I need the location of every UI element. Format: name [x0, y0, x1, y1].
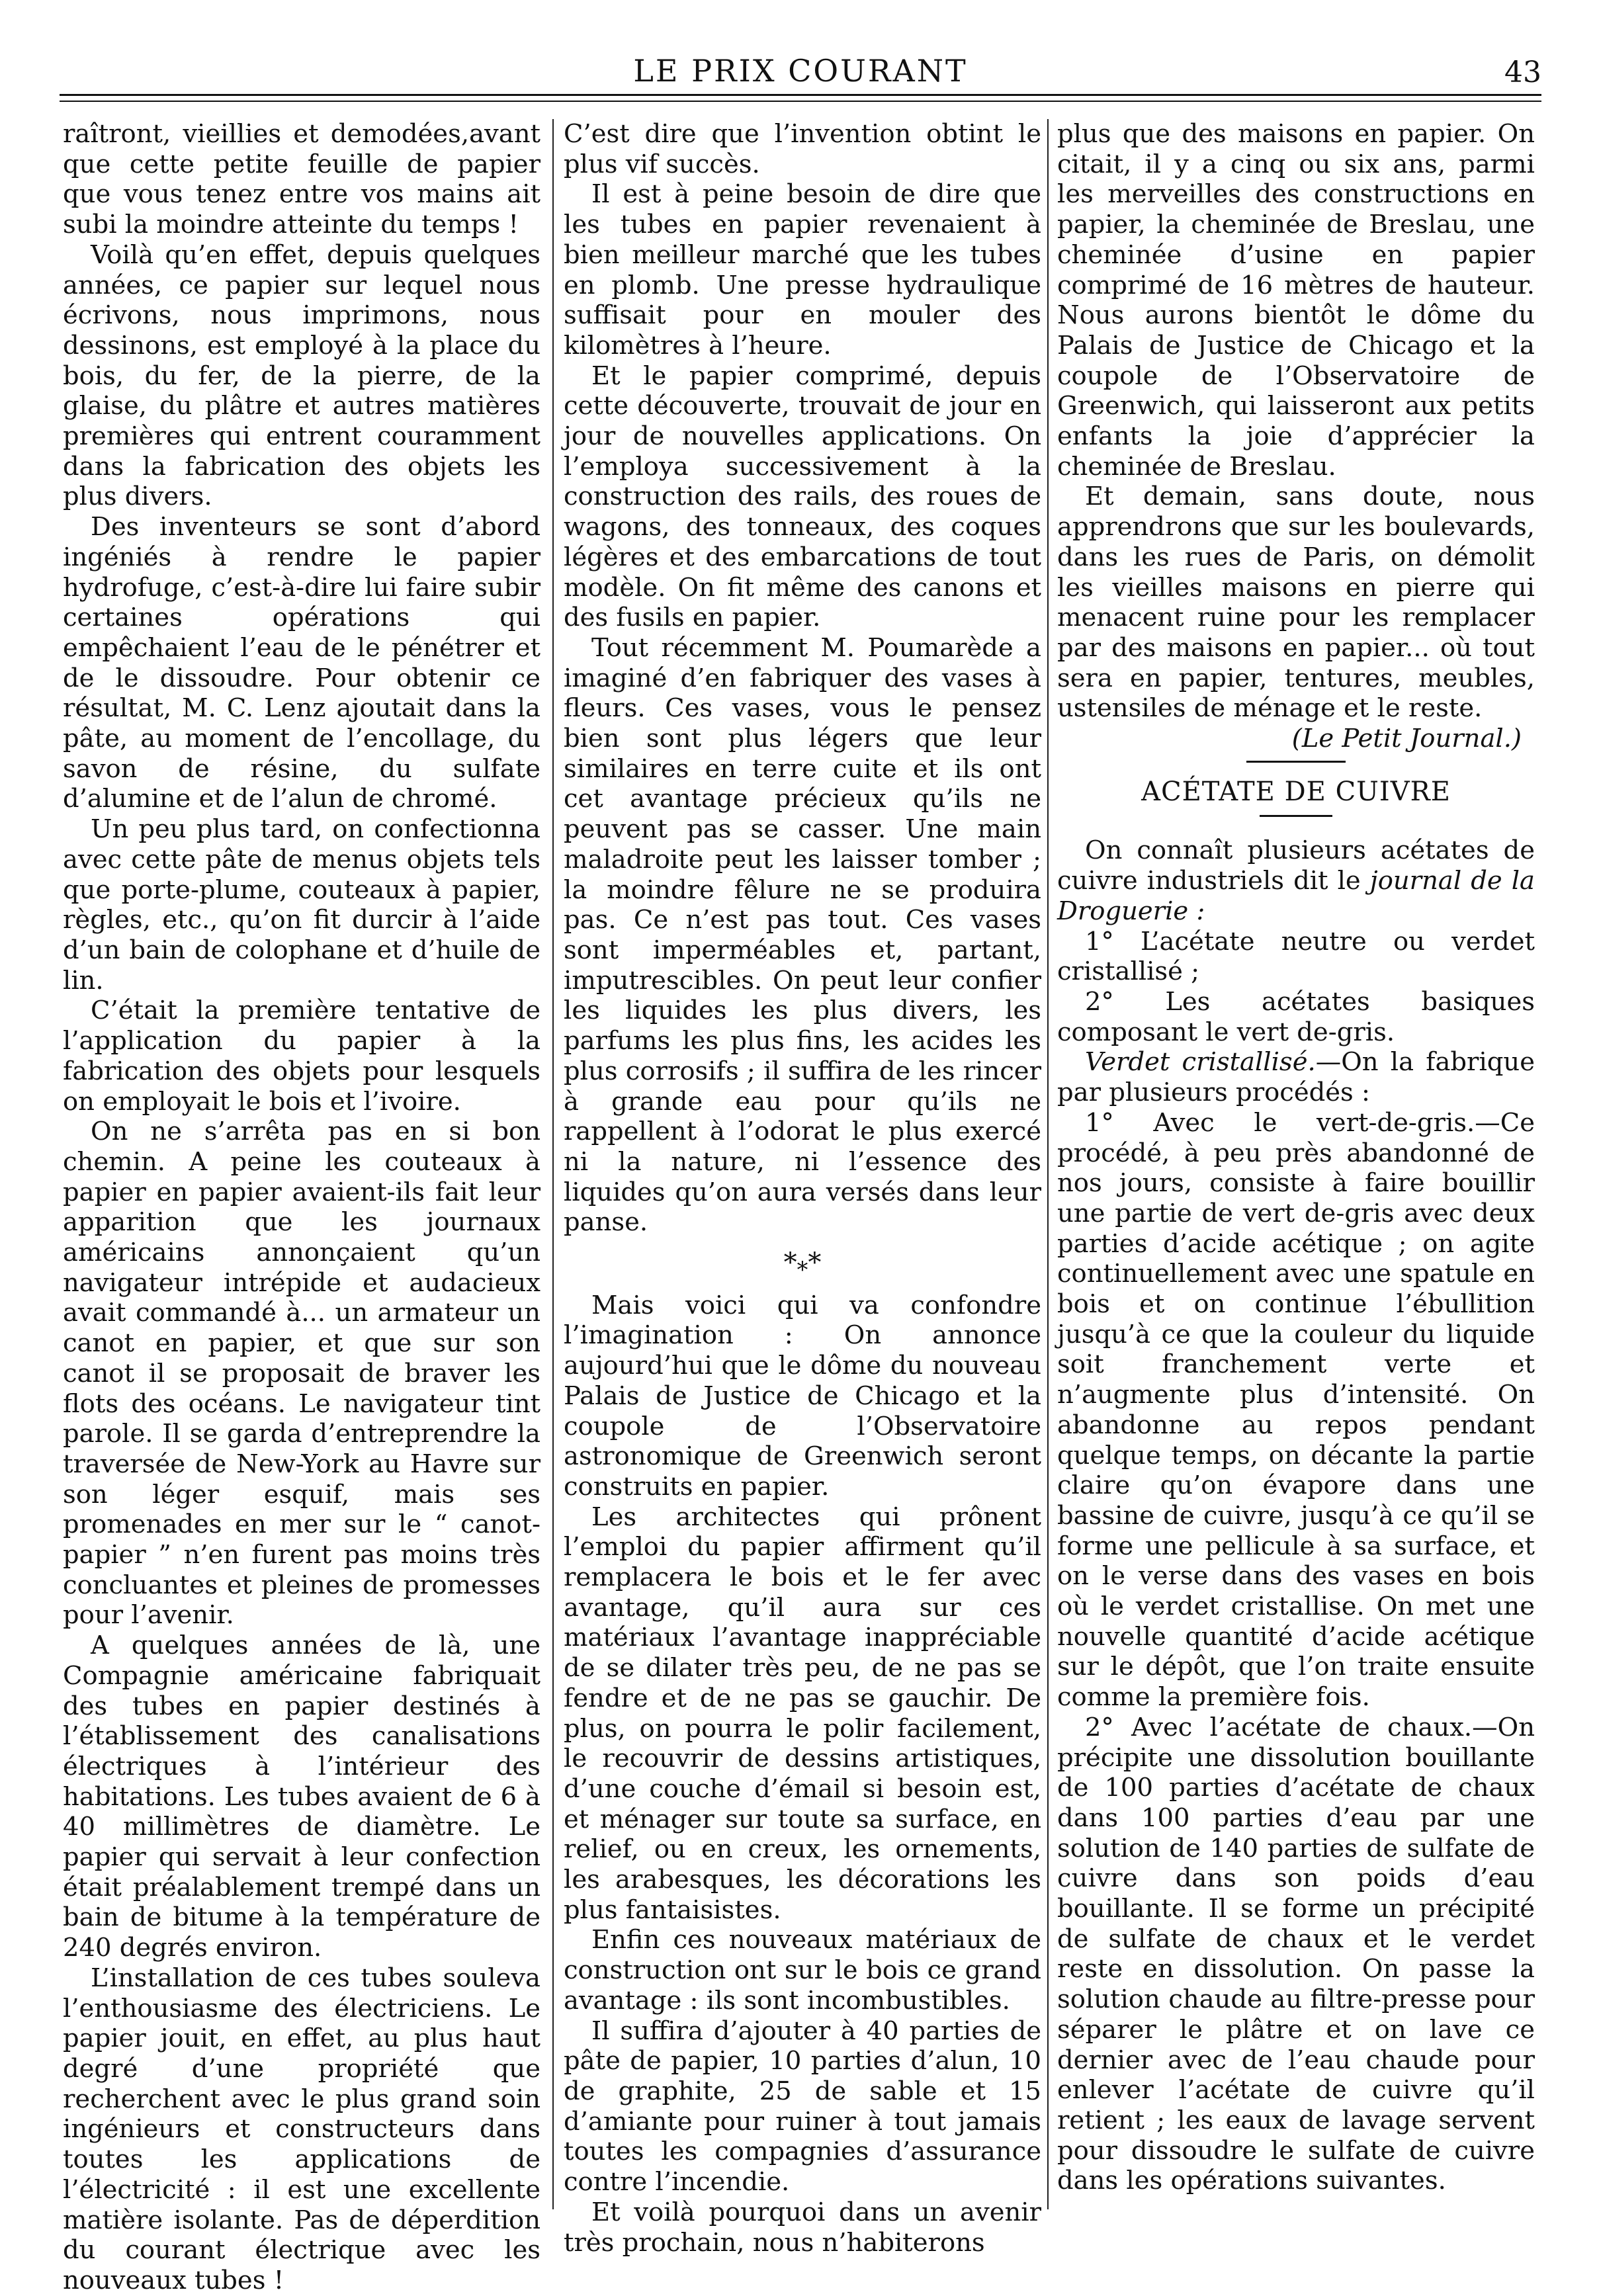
section-title: ACÉTATE DE CUIVRE	[1141, 776, 1451, 807]
section-separator-stars: $*_**$	[783, 1248, 822, 1283]
paragraph: A quelques années de là, une Compagnie américaine fabriquait des tubes en papier destinés à l’établissement des canalisations électriques à l’intérieur des habitations. Les tubes avaient de 6 à 40 millimètres de diamètre. Le papier qui servait à leur confection était préalablement trempé dans un bain de bitume à la température de 240 degrés environ.	[63, 1631, 540, 1963]
column-divider-2	[1047, 119, 1049, 2209]
paragraph: raîtront, vieillies et demodées,avant que cette petite feuille de papier que vous tenez entre vos mains ait subi la moindre atteinte du temps !	[63, 119, 540, 240]
column-2	[564, 119, 1041, 2258]
column-divider-1	[552, 119, 554, 2209]
header-rule-bottom	[60, 101, 1541, 102]
publication-title: LE PRIX COURANT	[633, 53, 968, 89]
paragraph: 1° Avec le vert-de-gris.—Ce procédé, à peu près abandonné de nos jours, consiste à faire bouillir une partie de vert de-gris avec deux parties d’acide acétique ; on agite continuellement avec une spatule en bois et on continue l’ébullition jusqu’à ce que la couleur du liquide soit franchement verte et n’augmente plus d’intensité. On abandonne au repos pendant quelque temps, on décante la partie claire qu’on évapore dans une bassine de cuivre, jusqu’à ce qu’il se forme une pellicule à sa surface, et on le verse dans des vases en bois où le verdet cristallise. On met une nouvelle quantité d’acide acétique sur le dépôt, que l’on traite ensuite comme la première fois.	[1057, 1107, 1535, 1713]
paragraph: Un peu plus tard, on confectionna avec cette pâte de menus objets tels que porte-plume, couteaux à papier, règles, etc., qu’on fit durcir à l’aide d’un bain de colophane et d’huile de lin.	[63, 814, 540, 996]
list-item: 1° L’acétate neutre ou verdet cristallisé ;	[1057, 926, 1535, 987]
ornament-divider	[1246, 761, 1346, 763]
page-number: 43	[1504, 56, 1541, 89]
paragraph: Enfin ces nouveaux matériaux de construction ont sur le bois ce grand avantage : ils sont incombustibles.	[564, 1925, 1041, 2016]
paragraph: L’installation de ces tubes souleva l’enthousiasme des électriciens. Le papier jouit, en effet, au plus haut degré d’une propriété que recherchent avec le plus grand soin ingénieurs et constructeurs dans toutes les applications de l’électricité : il est une excellente matière isolante. Pas de déperdition du courant électrique avec les nouveaux tubes !	[63, 1963, 540, 2295]
paragraph: Et demain, sans doute, nous apprendrons que sur les boulevards, dans les rues de Paris, on démolit les vieilles maisons en pierre qui menacent ruine pour les remplacer par des maisons en papier... où tout sera en papier, tentures, meubles, ustensiles de ménage et le reste.	[1057, 482, 1535, 724]
column-3	[1057, 119, 1535, 2216]
paragraph: On ne s’arrêta pas en si bon chemin. A peine les couteaux à papier en papier avaient-ils fait leur apparition que les journaux américains annonçaient qu’un navigateur intrépide et audacieux avait commandé à... un armateur un canot en papier, et que sur son canot il se proposait de braver les flots des océans. Le navigateur tint parole. Il se garda d’entreprendre la traversée de New-York au Havre sur son léger esquif, mais ses promenades en mer sur le “ canot-papier ” n’en furent pas moins très concluantes et pleines de promesses pour l’avenir.	[63, 1117, 540, 1631]
intro-text: On connaît plusieurs acétates de cuivre industriels dit le	[1057, 835, 1535, 896]
subheading: Verdet cristallisé.	[1085, 1047, 1316, 1078]
article-source: (Le Petit Journal.)	[1291, 724, 1522, 754]
paragraph: plus que des maisons en papier. On citait, il y a cinq ou six ans, parmi les merveilles des constructions en papier, la cheminée de Breslau, une cheminée d’usine en papier comprimé de 16 mètres de hauteur. Nous aurons bientôt le dôme du Palais de Justice de Chicago et la coupole de l’Observatoire de Greenwich, qui laisseront aux petits enfants la joie d’apprécier la cheminée de Breslau.	[1057, 119, 1535, 482]
header-rule-top	[60, 94, 1541, 96]
paragraph: Il suffira d’ajouter à 40 parties de pâte de papier, 10 parties d’alun, 10 de graphite, 25 de sable et 15 d’amiante pour ruiner à tout jamais toutes les compagnies d’assurance contre l’incendie.	[564, 2016, 1041, 2197]
column-1	[63, 119, 540, 2295]
paragraph: Tout récemment M. Poumarède a imaginé d’en fabriquer des vases à fleurs. Ces vases, vous le pensez bien sont plus légers que leur similaires en terre cuite et ils ont cet avantage précieux qu’ils ne peuvent pas se casser. Une main maladroite peut les laisser tomber ; la moindre fêlure ne se produira pas. Ce n’est pas tout. Ces vases sont imperméables et, partant, imputrescibles. On peut leur confier les liquides les plus divers, les parfums les plus fins, les acides les plus corrosifs ; il suffira de les rincer à grande eau pour qu’ils ne rappellent à l’odorat le plus exercé ni la nature, ni l’essence des liquides qu’on aura versés dans leur panse.	[564, 632, 1041, 1238]
page-header	[60, 40, 1541, 99]
paragraph: C’était la première tentative de l’application du papier à la fabrication des objets pour lesquels on employait le bois et l’ivoire.	[63, 996, 540, 1117]
paragraph: 2° Avec l’acétate de chaux.—On précipite une dissolution bouillante de 100 parties d’acétate de chaux dans 100 parties d’eau par une solution de 140 parties de sulfate de cuivre dans son poids d’eau bouillante. Il se forme un précipité de sulfate de chaux et le verdet reste en dissolution. On passe la solution chaude au filtre-presse pour séparer le plâtre et on lave ce dernier avec de l’eau chaude pour enlever l’acétate de cuivre qu’il retient ; les eaux de lavage servent pour dissoudre le sulfate de cuivre dans les opérations suivantes.	[1057, 1712, 1535, 2196]
paragraph: Mais voici qui va confondre l’imagination : On annonce aujourd’hui que le dôme du nouveau Palais de Justice de Chicago et la coupole de l’Observatoire astronomique de Greenwich seront construits en papier.	[564, 1290, 1041, 1502]
journal-name: journal de la Droguerie :	[1057, 866, 1535, 926]
paragraph	[1057, 835, 1535, 926]
paragraph: Et le papier comprimé, depuis cette découverte, trouvait de jour en jour de nouvelles applications. On l’employa successivement à la construction des rails, des roues de wagons, des tonneaux, des coques légères et des embarcations de tout modèle. On fit même des canons et des fusils en papier.	[564, 361, 1041, 633]
paragraph: Des inventeurs se sont d’abord ingéniés à rendre le papier hydrofuge, c’est-à-dire lui faire subir certaines opérations qui empêchaient l’eau de le pénétrer et de le dissoudre. Pour obtenir ce résultat, M. C. Lenz ajoutait dans la pâte, au moment de l’encollage, du savon de résine, du sulfate d’alumine et de l’alun de chromé.	[63, 512, 540, 814]
paragraph: Les architectes qui prônent l’emploi du papier affirment qu’il remplacera le bois et le fer avec avantage, qu’il aura sur ces matériaux l’avantage inappréciable de se dilater très peu, de ne pas se fendre et de ne pas se gauchir. De plus, on pourra le polir facilement, le recouvrir de dessins artistiques, d’une couche d’émail si besoin est, et ménager sur toute sa surface, en relief, ou en creux, les ornements, les arabesques, les décorations les plus fantaisistes.	[564, 1502, 1041, 1925]
paragraph: Il est à peine besoin de dire que les tubes en papier revenaient à bien meilleur marché que les tubes en plomb. Une presse hydraulique suffisait pour en mouler des kilomètres à l’heure.	[564, 179, 1041, 361]
paragraph	[1057, 1047, 1535, 1107]
paragraph: Et voilà pourquoi dans un avenir très prochain, nous n’habiterons	[564, 2197, 1041, 2258]
subheading-text: —On la fabrique par plusieurs procédés :	[1057, 1047, 1535, 1108]
paragraph: C’est dire que l’invention obtint le plus vif succès.	[564, 119, 1041, 179]
paragraph: Voilà qu’en effet, depuis quelques années, ce papier sur lequel nous écrivons, nous imprimons, nous dessinons, est employé à la place du bois, du fer, de la pierre, de la glaise, du plâtre et autres matières premières qui entrent couramment dans la fabrication des objets les plus divers.	[63, 239, 540, 512]
title-underline	[1260, 815, 1332, 817]
list-item: 2° Les acétates basiques composant le vert de-gris.	[1057, 986, 1535, 1047]
